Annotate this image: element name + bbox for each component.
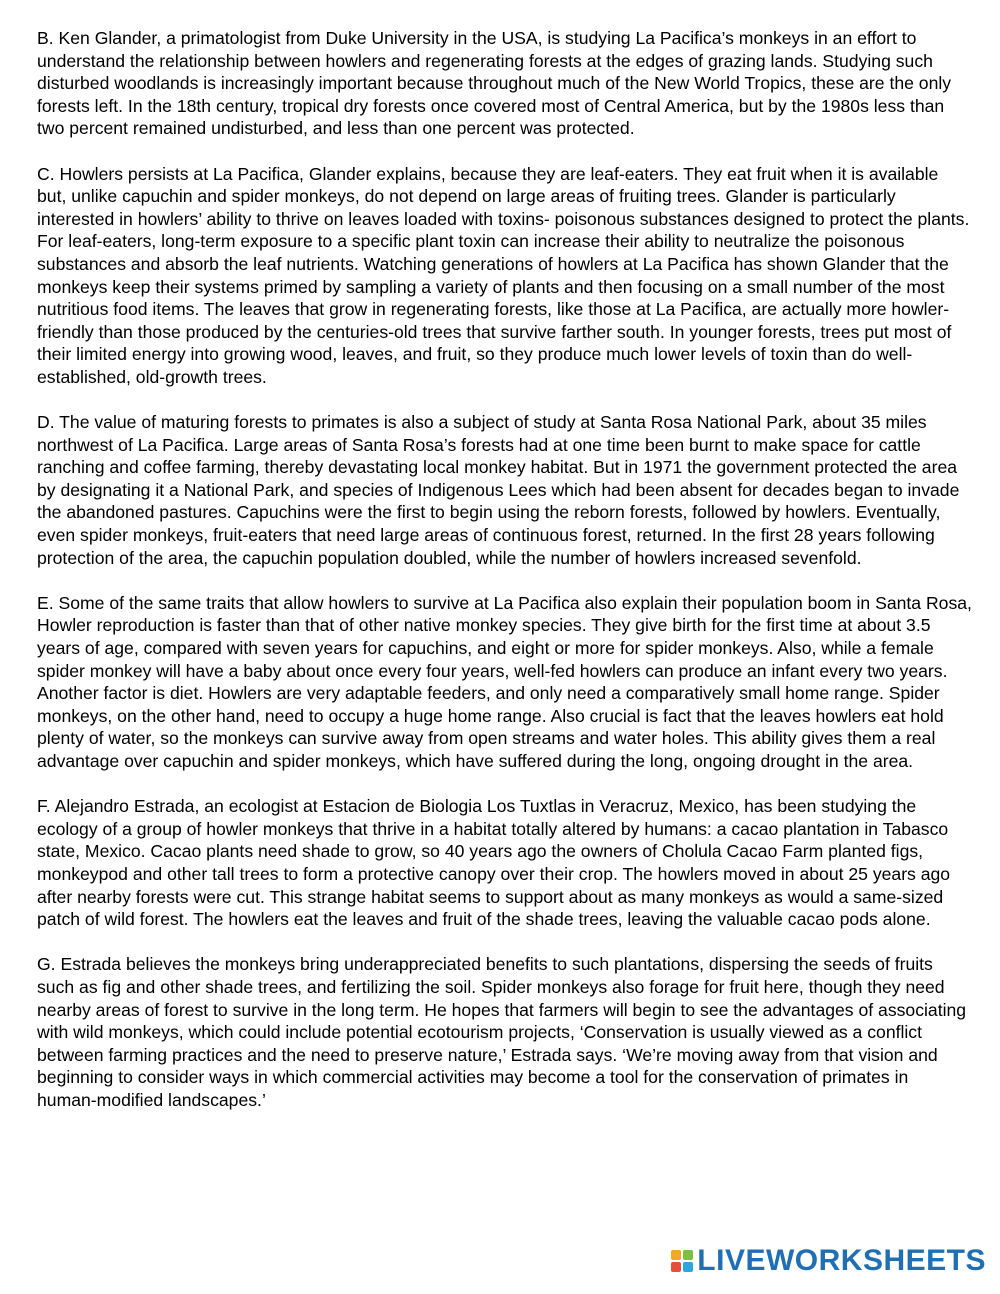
liveworksheets-logo (671, 1244, 986, 1278)
liveworksheets-logo-icon (671, 1250, 693, 1272)
paragraph-f: F. Alejandro Estrada, an ecologist at Estacion de Biologia Los Tuxtlas in Veracruz, Mexico, has been studying the ecology of a group of howler monkeys that thrive in a habitat totally altered by humans: a cacao plantation in Tabasco state, Mexico. Cacao plants need shade to grow, so 40 years ago the owners of Cholula Cacao Farm planted figs, monkeypod and other tall trees to form a protective canopy over their crop. The howlers moved in about 25 years ago after nearby forests were cut. This strange habitat seems to support about as many monkeys as would a same-sized patch of wild forest. The howlers eat the leaves and fruit of the shade trees, leaving the valuable cacao pods alone. (37, 796, 951, 930)
paragraph-g: G. Estrada believes the monkeys bring underappreciated benefits to such plantations, dispersing the seeds of fruits such as fig and other shade trees, and fertilizing the soil. Spider monkeys also forage for fruit here, though they need nearby areas of forest to survive in the long term. He hopes that farmers will begin to see the advantages of associating with wild monkeys, which could include potential ecotourism projects, ‘Conservation is usually viewed as a conflict between farming practices and the need to preserve nature,’ Estrada says. ‘We’re moving away from that vision and beginning to consider ways in which commercial activities may become a tool for the conservation of primates in human-modified landscapes.’ (37, 954, 967, 1110)
logo-block (671, 1250, 681, 1260)
paragraph-e: E. Some of the same traits that allow howlers to survive at La Pacifica also explain their population boom in Santa Rosa, Howler reproduction is faster than that of other native monkey species. They give birth for the first time at about 3.5 years of age, compared with seven years for capuchins, and eight or more for spider monkeys. Also, while a female spider monkey will have a baby about once every four years, well-fed howlers can produce an infant every two years. Another factor is diet. Howlers are very adaptable feeders, and only need a comparatively small home range. Spider monkeys, on the other hand, need to occupy a huge home range. Also crucial is fact that the leaves howlers eat hold plenty of water, so the monkeys can survive away from open streams and water holes. This ability gives them a real advantage over capuchin and spider monkeys, which have suffered during the long, ongoing drought in the area. (37, 592, 972, 771)
logo-block (683, 1250, 693, 1260)
logo-block (671, 1262, 681, 1272)
paragraph-d: D. The value of maturing forests to primates is also a subject of study at Santa Rosa National Park, about 35 miles northwest of La Pacifica. Large areas of Santa Rosa’s forests had at one time been burnt to make space for cattle ranching and coffee farming, thereby devastating local monkey habitat. But in 1971 the government protected the area by designating it a National Park, and species of Indigenous Lees which had been absent for decades began to invade the abandoned pastures. Capuchins were the first to begin using the reborn forests, followed by howlers. Eventually, even spider monkeys, fruit-eaters that need large areas of continuous forest, returned. In the first 28 years following protection of the area, the capuchin population doubled, while the number of howlers increased sevenfold. (37, 412, 960, 568)
logo-block (683, 1262, 693, 1272)
paragraph-c: C. Howlers persists at La Pacifica, Glander explains, because they are leaf-eaters. They eat fruit when it is available but, unlike capuchin and spider monkeys, do not depend on large areas of fruiting trees. Glander is particularly interested in howlers’ ability to thrive on leaves loaded with toxins- poisonous substances designed to protect the plants. For leaf-eaters, long-term exposure to a specific plant toxin can increase their ability to neutralize the poisonous substances and absorb the leaf nutrients. Watching generations of howlers at La Pacifica has shown Glander that the monkeys keep their systems primed by sampling a variety of plants and then focusing on a small number of the most nutritious food items. The leaves that grow in regenerating forests, like those at La Pacifica, are actually more howler-friendly than those produced by the centuries-old trees that survive farther south. In younger forests, trees put most of their limited energy into growing wood, leaves, and fruit, so they produce much lower levels of toxin than do well-established, old-growth trees. (37, 163, 970, 387)
document-body (37, 27, 972, 1134)
paragraph-b: B. Ken Glander, a primatologist from Duke University in the USA, is studying La Pacifica’s monkeys in an effort to understand the relationship between howlers and regenerating forests at the edges of grazing lands. Studying such disturbed woodlands is increasingly important because throughout much of the New World Tropics, these are the only forests left. In the 18th century, tropical dry forests once covered most of Central America, but by the 1980s less than two percent remained undisturbed, and less than one percent was protected. (37, 28, 952, 139)
logo-text: LIVEWORKSHEETS (697, 1244, 986, 1277)
